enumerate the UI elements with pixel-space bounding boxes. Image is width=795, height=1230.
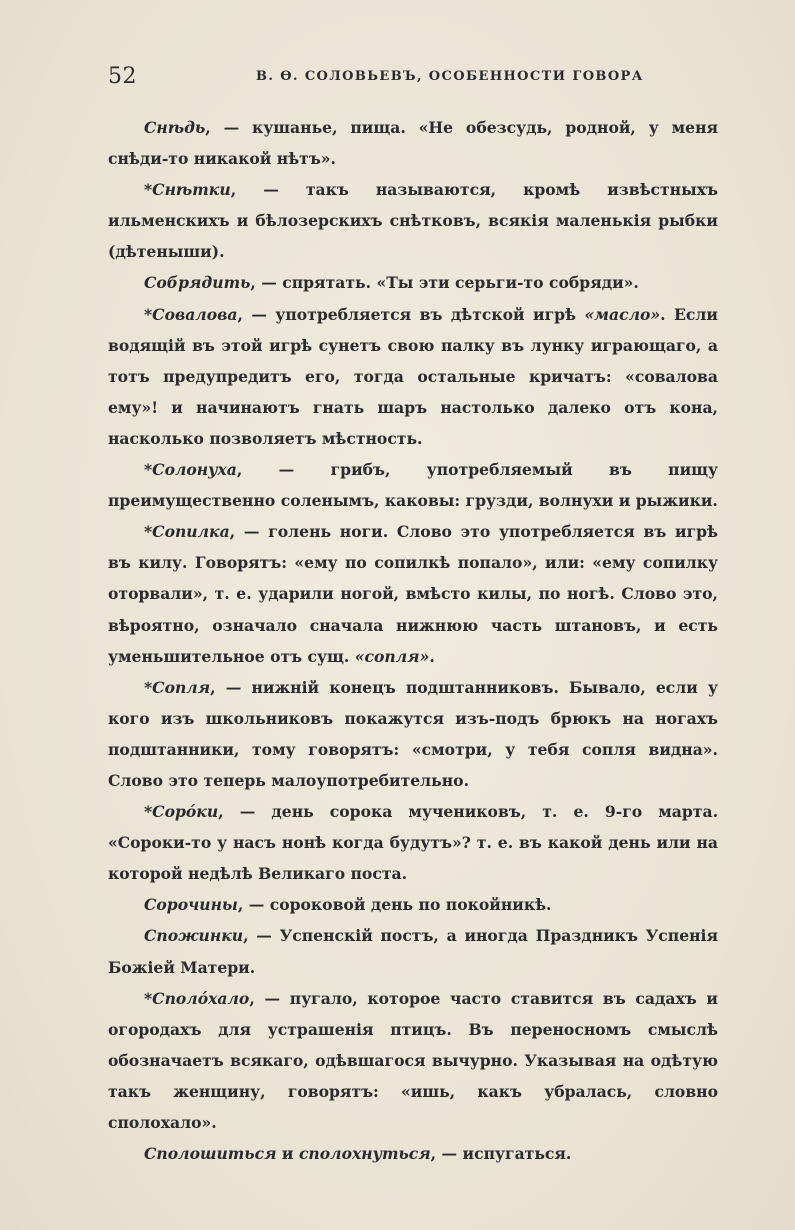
headword: *Сопилка [144,522,230,542]
headword: *Солонуха [144,460,237,480]
entry [108,174,718,267]
definition: , — нижній конецъ подштанниковъ. Бывало, если у кого изъ школьниковъ покажутся изъ-подъ брюкъ на ногахъ подштанники, тому говорятъ: «смотри, у тебя сопля видна». Слово это теперь малоупотребительно. [108,677,718,790]
headword: *Снѣтки [144,180,231,200]
headword: *Сорóки [144,802,219,822]
definition-cont: , — испугаться. [430,1144,572,1164]
headword: *Сполóхало [144,988,250,1008]
definition: , — грибъ, употребляемый въ пищу преимущественно соленымъ, каковы: грузди, волнухи и рыжики. [108,460,718,511]
headword: Спожинки [144,926,244,946]
entry [108,267,718,298]
definition: и [276,1144,299,1164]
entry [108,796,718,889]
italic-term: сполохнуться [298,1144,431,1164]
definition: , — Успенскій постъ, а иногда Праздникъ Успенія Божіей Матери. [108,926,718,977]
headword: Сорочины [144,895,238,915]
definition: , — пугало, которое часто ставится въ садахъ и огородахъ для устрашенія птицъ. Въ переносномъ смыслѣ обозначаетъ всякаго, одѣвшагося вычурно. Указывая на одѣтую такъ женщину, говорятъ: «ишь, какъ убралась, словно сполохало». [108,988,718,1132]
entry [108,1138,718,1169]
headword: Сполошиться [144,1144,277,1164]
definition: , — употребляется въ дѣтской игрѣ [237,304,585,324]
entry [108,454,718,516]
definition: , — такъ называются, кромѣ извѣстныхъ ильменскихъ и бѣлозерскихъ снѣтковъ, всякія маленькія рыбки (дѣтеныши). [108,180,718,262]
italic-term: «сопля» [354,646,430,666]
definition-cont: . Если водящій въ этой игрѣ сунетъ свою палку въ лунку играющаго, а тотъ предупредитъ его, тогда остальные кричатъ: «совалова ему»! и начинаютъ гнать шаръ настолько далеко отъ кона, насколько позволяетъ мѣстность. [108,304,718,448]
definition-cont: . [429,646,435,666]
definition: , — сороковой день по покойникѣ. [237,895,552,915]
headword: Снѣдь [144,118,206,137]
running-title: В. Ѳ. СОЛОВЬЕВЪ, ОСОБЕННОСТИ ГОВОРА [256,69,644,84]
page-number: 52 [108,64,137,89]
entry [108,112,718,174]
entry [108,299,718,454]
page-header [108,64,644,94]
dictionary-entries [108,112,718,1169]
definition: , — кушанье, пища. «Не обезсудь, родной, у меня снѣди-то никакой нѣтъ». [108,118,718,169]
headword: Собрядить [144,273,251,293]
definition: , — день сорока мучениковъ, т. е. 9-го марта. «Сороки-то у насъ нонѣ когда будутъ»? т. е. въ какой день или на которой недѣлѣ Великаго поста. [108,802,718,884]
definition: , — спрятать. «Ты эти серьги-то собряди». [250,273,639,293]
headword: *Сопля [144,677,211,697]
entry [108,672,718,796]
entry [108,516,718,671]
entry [108,920,718,982]
definition: , — голень ноги. Слово это употребляется въ игрѣ въ килу. Говорятъ: «ему по сопилкѣ попало», или: «ему сопилку оторвали», т. е. ударили ногой, вмѣсто килы, по ногѣ. Слово это, вѣроятно, означало сначала нижнюю часть штановъ, и есть уменьшительное отъ сущ. [108,522,718,666]
entry [108,889,718,920]
headword: *Совалова [144,304,238,324]
italic-term: «масло» [584,304,661,324]
entry [108,983,718,1138]
